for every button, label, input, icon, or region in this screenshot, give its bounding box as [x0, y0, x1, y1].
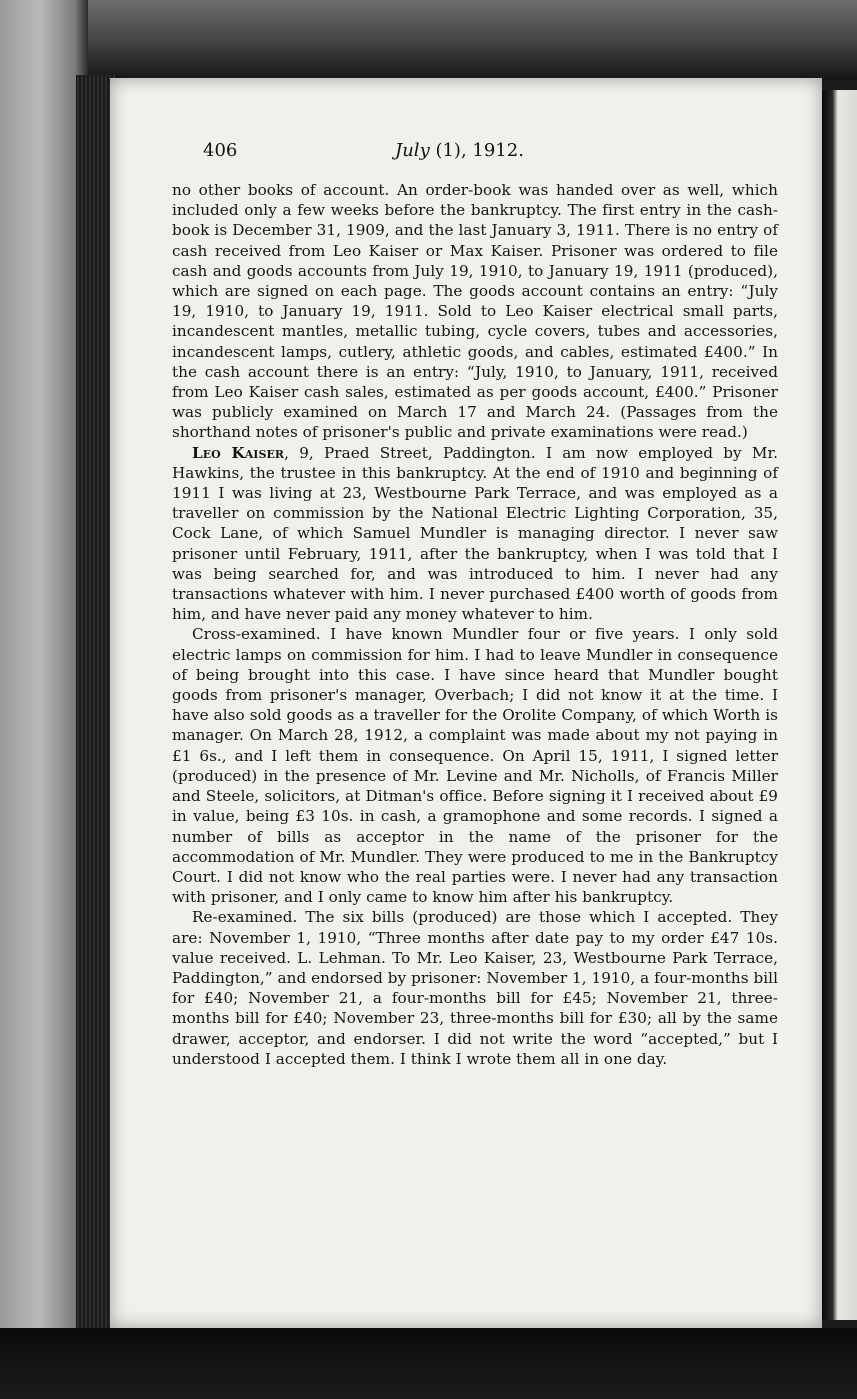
right-page-edge: [822, 90, 857, 1320]
running-header: [203, 140, 763, 166]
scan-left-margin: [0, 0, 88, 1399]
page-number: 406: [203, 140, 238, 161]
witness-testimony: , 9, Praed Street, Paddington. I am now employed by Mr. Hawkins, the trustee in this bankruptcy. At the end of 1910 and beginning of 1911 I was living at 23, Westbourne Park Terrace, and was employed as a traveller on commission by the National Electric Lighting Corporation, 35, Cock Lane, of which Samuel Mundler is managing director. I never saw prisoner until February, 1911, after the bankruptcy, when I was told that I was being searched for, and was introduced to him. I never had any transactions whatever with him. I never purchased £400 worth of goods from him, and have never paid any money whatever to him.: [172, 443, 778, 624]
paragraph-re-examined: Re-examined. The six bills (produced) are those which I accepted. They are: November 1, 1910, “Three months after date pay to my order £47 10s. value received. L. Lehman. To Mr. Leo Kaiser, 23, Westbourne Park Terrace, Paddington,” and endorsed by prisoner: November 1, 1910, a four-months bill for £40; November 21, a four-months bill for £45; November 21, three-months bill for £40; November 23, three-months bill for £30; all by the same drawer, acceptor, and endorser. I did not write the word “accepted,” but I understood I accepted them. I think I wrote them all in one day.: [172, 908, 778, 1068]
paragraph-continuation: no other books of account. An order-book was handed over as well, which included only a few weeks before the bankruptcy. The first entry in the cash-book is December 31, 1909, and the last January 3, 1911. There is no entry of cash received from Leo Kaiser or Max Kaiser. Prisoner was ordered to file cash and goods accounts from July 19, 1910, to January 19, 1911 (produced), which are signed on each page. The goods account contains an entry: “July 19, 1910, to January 19, 1911. Sold to Leo Kaiser electrical small parts, incandescent mantles, metallic tubing, cycle covers, tubes and accessories, incandescent lamps, cutlery, athletic goods, and cables, estimated £400.” In the cash account there is an entry: “July, 1910, to January, 1911, received from Leo Kaiser cash sales, estimated as per goods account, £400.” Prisoner was publicly examined on March 17 and March 24. (Passages from the shorthand notes of prisoner's public and private examinations were read.): [172, 181, 778, 442]
running-title-date: (1), 1912.: [429, 140, 524, 161]
witness-name: Leo Kaiser: [192, 443, 285, 462]
paragraph-leo-kaiser-testimony: [172, 443, 778, 625]
running-title: [395, 140, 524, 161]
page-body: [172, 180, 778, 1069]
scan-background-top: [0, 0, 857, 80]
scan-background-bottom: [0, 1328, 857, 1399]
paragraph-cross-examined: Cross-examined. I have known Mundler four or five years. I only sold electric lamps on commission for him. I had to leave Mundler in consequence of being brought into this case. I have since heard that Mundler bought goods from prisoner's manager, Overbach; I did not know it at the time. I have also sold goods as a traveller for the Orolite Company, of which Worth is manager. On March 28, 1912, a complaint was made about my not paying in £1 6s., and I left them in consequence. On April 15, 1911, I signed letter (produced) in the presence of Mr. Levine and Mr. Nicholls, of Francis Miller and Steele, solicitors, at Ditman's office. Before signing it I received about £9 in value, being £3 10s. in cash, a gramophone and some records. I signed a number of bills as acceptor in the name of the prisoner for the accommodation of Mr. Mundler. They were produced to me in the Bankruptcy Court. I did not know who the real parties were. I never had any transaction with prisoner, and I only came to know him after his bankruptcy.: [172, 625, 778, 907]
running-title-month: July: [395, 140, 430, 161]
